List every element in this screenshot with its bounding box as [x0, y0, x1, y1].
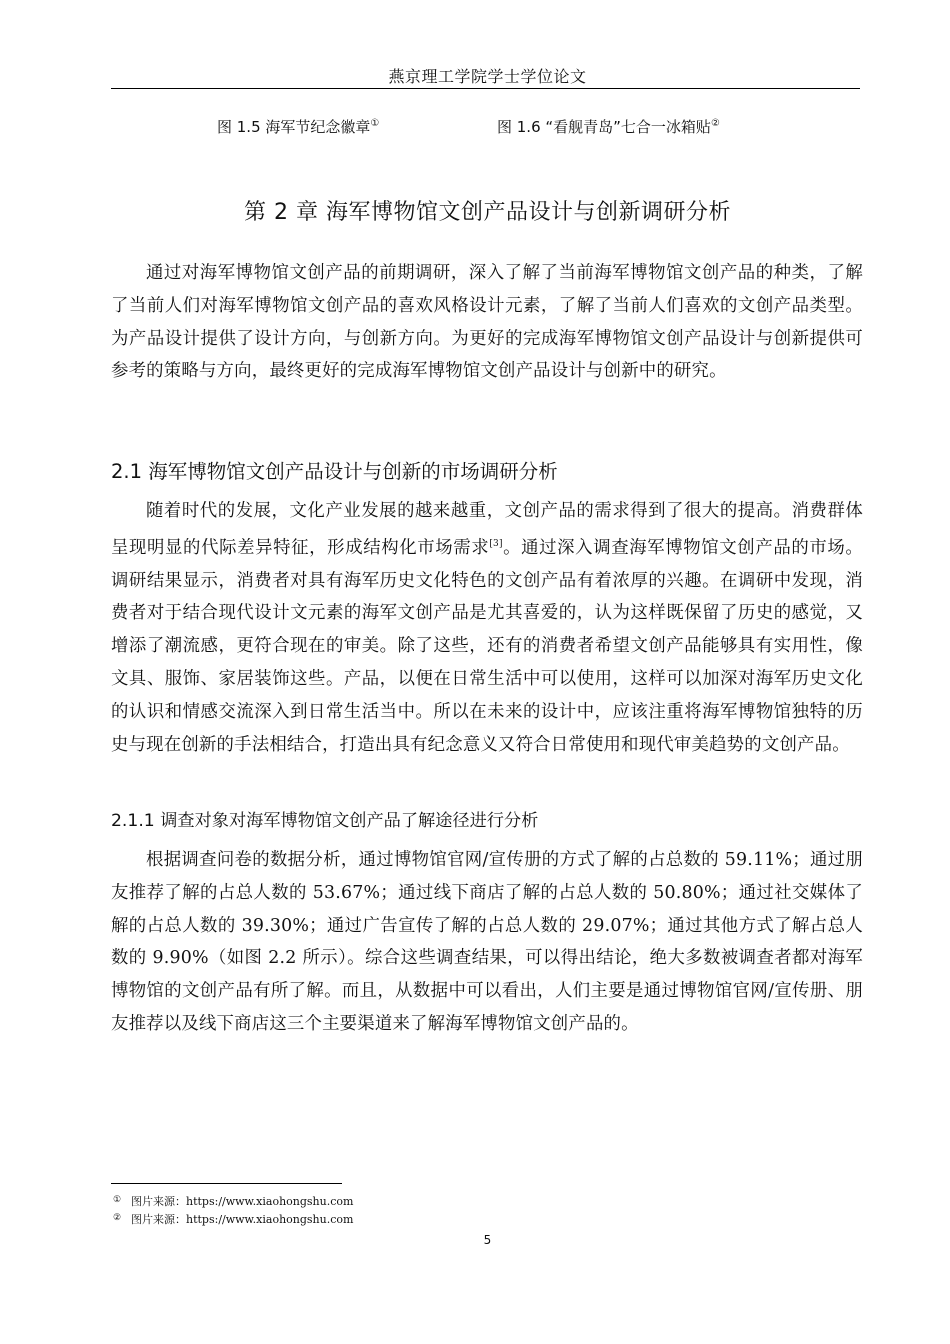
paragraph-text: 。通过深入调查海军博物馆文创产品的市场。调研结果显示，消费者对具有海军历史文化特色的文创产品有着浓厚的兴趣。在调研中发现，消费者对于结合现代设计文元素的海军文创产品是尤其喜爱的，认为这样既保留了历史的感觉，又增添了潮流感，更符合现在的审美。除了这些，还有的消费者希望文创产品能够具有实用性，像文具、服饰、家居装饰这些。产品，以便在日常生活中可以使用，这样可以加深对海军历史文化的认识和情感交流深入到日常生活当中。所以在未来的设计中，应该注重将海军博物馆独特的历史与现在创新的手法相结合，打造出具有纪念意义又符合日常使用和现代审美趋势的文创产品。: [111, 537, 863, 755]
page-number: 5: [483, 1233, 492, 1247]
paragraph-text: 随着时代的发展，文化产业发展的越来越重，文创产品的需求得到了很大的提高。消费群体呈现明显的代际差异特征，形成结构化市场需求: [111, 501, 863, 558]
caption-text: 图 1.5 海军节纪念徽章: [217, 118, 371, 136]
figure-caption-1-6: [497, 116, 720, 137]
intro-paragraph: 通过对海军博物馆文创产品的前期调研，深入了解了当前海军博物馆文创产品的种类，了解了当前人们对海军博物馆文创产品的喜欢风格设计元素，了解了当前人们喜欢的文创产品类型。为产品设计提供了设计方向，与创新方向。为更好的完成海军博物馆文创产品设计与创新提供可参考的策略与方向，最终更好的完成海军博物馆文创产品设计与创新中的研究。: [111, 263, 863, 382]
footnote-mark: ①: [113, 1195, 122, 1205]
survey-analysis-paragraph: 根据调查问卷的数据分析，通过博物馆官网/宣传册的方式了解的占总数的 59.11%；通过朋友推荐了解的占总人数的 53.67%；通过线下商店了解的占总人数的 50.80%；通过社交媒体了解的占总人数的 39.30%；通过广告宣传了解的占总人数的 29.07%；通过其他方式了解占总人数的 9.90%（如图 2.2 所示）。综合这些调查结果，可以得出结论，绝大多数被调查者都对海军博物馆的文创产品有所了解。而且，从数据中可以看出，人们主要是通过博物馆官网/宣传册、朋友推荐以及线下商店这三个主要渠道来了解海军博物馆文创产品的。: [111, 850, 863, 1034]
footnote-mark: ②: [113, 1213, 122, 1223]
header-divider: [111, 88, 860, 89]
running-header: 燕京理工学院学士学位论文: [388, 67, 587, 86]
figure-caption-1-5: [217, 116, 379, 137]
footnote-ref-2[interactable]: ②: [710, 118, 720, 129]
footnote-text: 图片来源：https://www.xiaohongshu.com: [131, 1213, 354, 1226]
market-research-paragraph: [111, 495, 863, 761]
section-heading-2-1: 2.1 海军博物馆文创产品设计与创新的市场调研分析: [111, 460, 558, 483]
citation-ref[interactable]: [3]: [489, 538, 503, 549]
section-heading-2-1-1: 2.1.1 调查对象对海军博物馆文创产品了解途径进行分析: [111, 811, 539, 831]
footnote-divider: [111, 1183, 342, 1184]
footnote-1: [113, 1193, 353, 1209]
footnote-2: [113, 1211, 353, 1227]
chapter-title: 第 2 章 海军博物馆文创产品设计与创新调研分析: [244, 200, 731, 225]
footnote-ref-1[interactable]: ①: [370, 118, 380, 129]
footnote-text: 图片来源：https://www.xiaohongshu.com: [131, 1195, 354, 1208]
caption-text: 图 1.6 “看舰青岛”七合一冰箱贴: [497, 118, 711, 136]
